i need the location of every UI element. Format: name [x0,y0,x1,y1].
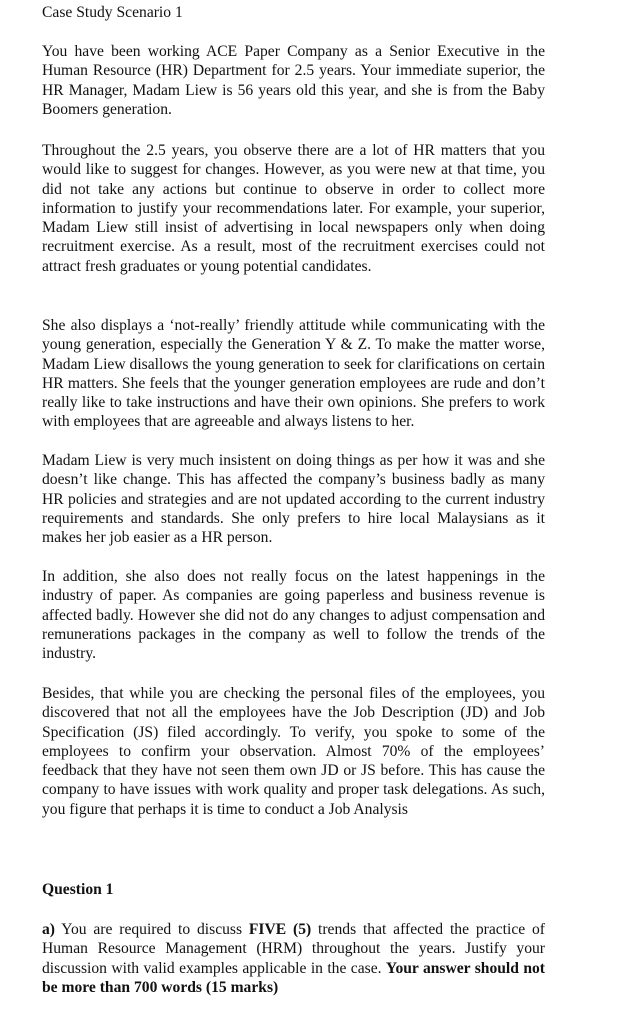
question-part-label: a) [42,921,55,938]
case-study-title: Case Study Scenario 1 [42,4,183,21]
question-text [42,920,545,997]
question-emphasis: FIVE (5) [248,921,312,938]
question-text-part-2: trends that affected the practice of Human Resource Management (HRM) throughout the years. Justify your discussion with valid examples applicable in the case. [42,921,545,977]
question-heading: Question 1 [42,881,114,898]
question-text-part-1: You are required to discuss [55,921,249,938]
paragraph-attitude: She also displays a ‘not-really’ friendly attitude while communicating with the young generation, especially the Generation Y & Z. To make the matter worse, Madam Liew disallows the young generation to seek for clarifications on certain HR matters. She feels that the younger generation employees are rude and don’t really like to take instructions and have their own opinions. She prefers to work with employees that are agreeable and always listens to her. [42,317,545,431]
paragraph-resistance-to-change: Madam Liew is very much insistent on doing things as per how it was and she doesn’t like change. This has affected the company’s business badly as many HR policies and strategies and are not updated according to the current industry requirements and standards. She only prefers to hire local Malaysians as it makes her job easier as a HR person. [42,452,545,547]
paragraph-intro: You have been working ACE Paper Company as a Senior Executive in the Human Resource (HR) Department for 2.5 years. Your immediate superior, the HR Manager, Madam Liew is 56 years old this year, and she is from the Baby Boomers generation. [42,43,545,118]
paragraph-observations: Throughout the 2.5 years, you observe there are a lot of HR matters that you would like to suggest for changes. However, as you were new at that time, you did not take any actions but continue to observe in order to collect more information to justify your recommendations later. For example, your superior, Madam Liew still insist of advertising in local newspapers only when doing recruitment exercise. As a result, most of the recruitment exercises could not attract fresh graduates or young potential candidates. [42,142,545,275]
question-word-limit: Your answer should not be more than 700 words (15 marks) [42,959,545,996]
paragraph-industry-trends: In addition, she also does not really focus on the latest happenings in the industry of paper. As companies are going paperless and business revenue is affected badly. However she did not do any changes to adjust compensation and remunerations packages in the company as well to follow the trends of the industry. [42,568,545,663]
paragraph-job-analysis: Besides, that while you are checking the personal files of the employees, you discovered that not all the employees have the Job Description (JD) and Job Specification (JS) filed accordingly. To verify, you spoke to some of the employees to confirm your observation. Almost 70% of the employees’ feedback that they have not seen them own JD or JS before. This has cause the company to have issues with work quality and proper task delegations. As such, you figure that perhaps it is time to conduct a Job Analysis [42,685,545,818]
